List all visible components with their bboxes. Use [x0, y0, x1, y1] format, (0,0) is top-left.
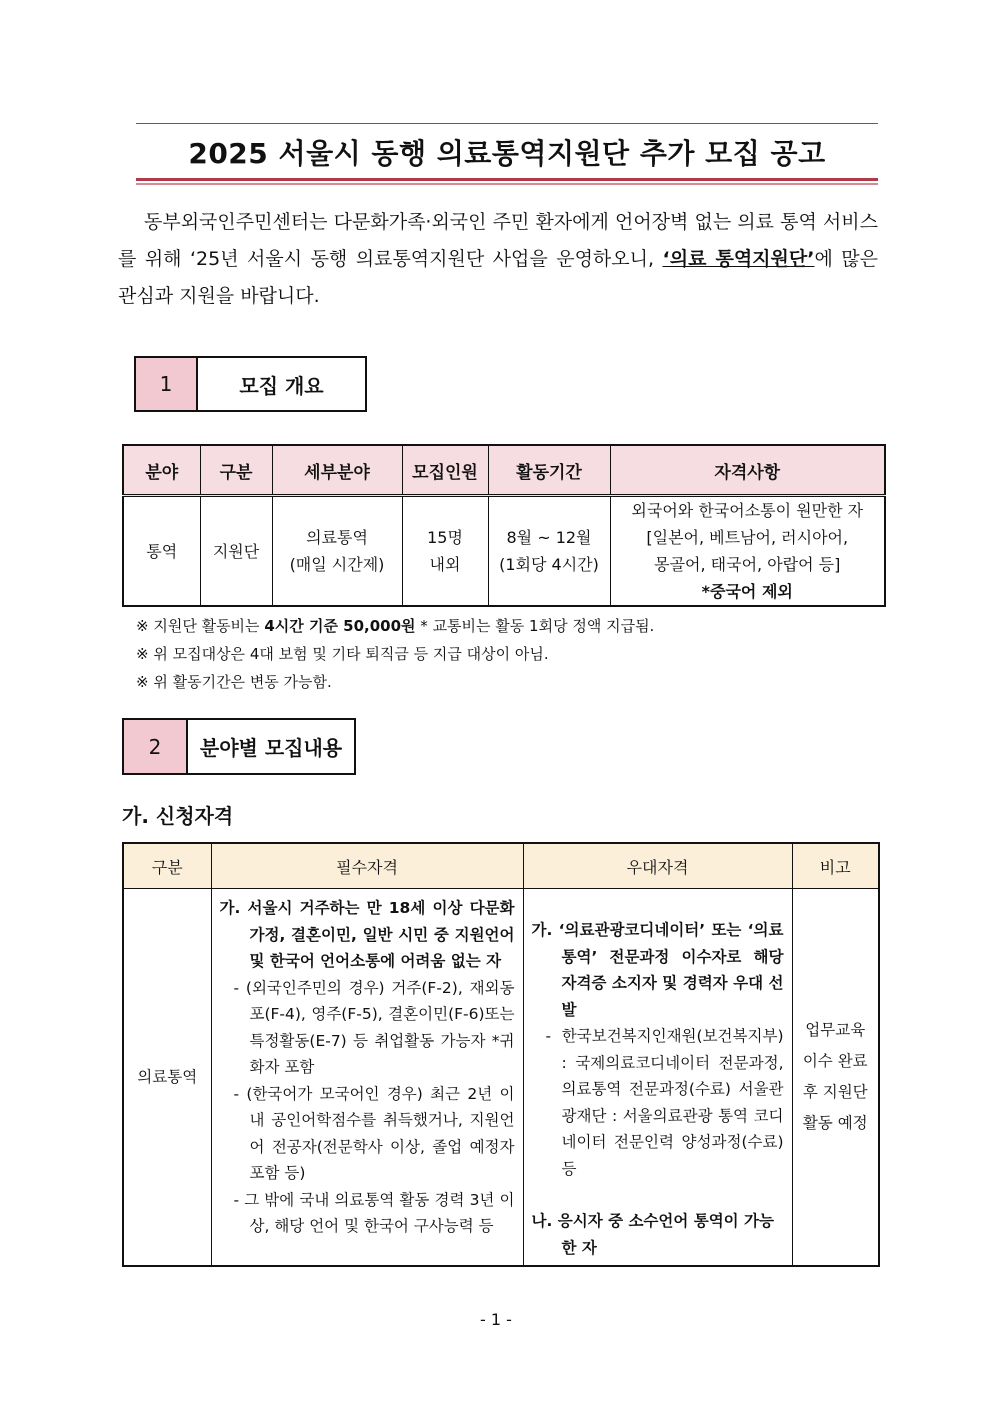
- note-text: ※ 지원단 활동비는: [136, 617, 265, 635]
- category-cell: 지원단: [200, 496, 272, 607]
- note-line: ※ 위 활동기간은 변동 가능함.: [136, 673, 332, 691]
- recruitment-overview-table: [122, 444, 886, 607]
- note-emphasis: 4시간 기준 50,000원: [264, 617, 416, 635]
- qualification-cell: [610, 496, 885, 607]
- section-number: 1: [136, 358, 198, 410]
- preferred-qualifications-cell: [523, 889, 792, 1267]
- period-line: (1회당 4시간): [499, 555, 599, 574]
- qualification-line: [일본어, 베트남어, 러시아어,: [646, 528, 849, 547]
- note-cell: 업무교육 이수 완료 후 지원단 활동 예정: [792, 889, 879, 1267]
- section-heading-2: [122, 718, 356, 775]
- intro-highlight: ‘의료 통역지원단’: [662, 248, 815, 270]
- title-rule-bottom-light: [136, 183, 878, 185]
- subfield-cell: [272, 496, 402, 607]
- subfield-line: (매일 시간제): [289, 555, 385, 574]
- required-qualifications-cell: [211, 889, 523, 1267]
- required-detail: - (외국인주민의 경우) 거주(F-2), 재외동포(F-4), 영주(F-5), 결혼이민(F-6)또는 특정활동(E-7) 등 취업활동 가능자 *귀화자 포함: [233, 978, 515, 1076]
- header-cell: 분야: [123, 445, 200, 496]
- required-detail: - (한국어가 모국어인 경우) 최근 2년 이내 공인어학점수를 취득했거나, 지원언어 전공자(전문학사 이상, 졸업 예정자 포함 등): [233, 1084, 515, 1182]
- table-row: [123, 889, 879, 1267]
- count-line: 15명: [427, 528, 463, 547]
- period-cell: [488, 496, 610, 607]
- note-line: [136, 612, 654, 640]
- title-rule-bottom: [136, 178, 878, 181]
- preferred-main-item: 가. ‘의료관광코디네이터’ 또는 ‘의료통역’ 전문과정 이수자로 해당 자격증 소지자 및 경력자 우대 선발: [531, 921, 784, 1019]
- qualification-line: 외국어와 한국어소통이 원만한 자: [631, 501, 864, 520]
- count-line: 내외: [429, 555, 461, 574]
- header-cell: 구분: [123, 843, 211, 889]
- header-cell: 모집인원: [402, 445, 488, 496]
- header-cell: 우대자격: [523, 843, 792, 889]
- intro-paragraph: [118, 204, 878, 315]
- header-cell: 비고: [792, 843, 879, 889]
- notes-block: [136, 612, 654, 696]
- eligibility-table: [122, 842, 880, 1267]
- required-main-item: 가. 서울시 거주하는 만 18세 이상 다문화가정, 결혼이민, 일반 시민 중 지원언어 및 한국어 언어소통에 어려움 없는 자: [219, 899, 515, 970]
- section-number: 2: [124, 720, 188, 773]
- period-line: 8월 ~ 12월: [506, 528, 592, 547]
- table-header-row: [123, 445, 885, 496]
- section-heading-1: [134, 356, 367, 412]
- qualification-line: 몽골어, 태국어, 아랍어 등]: [654, 555, 841, 574]
- intro-text: 동부외국인주민센터는 다문화가족·외국인 주민 환자에게 언어장벽 없는 의료 통역 서비스를 위해 ‘25년 서울시 동행 의료통역지원단 사업을 운영하오니,: [118, 211, 878, 270]
- field-cell: 통역: [123, 496, 200, 607]
- intro-text-end: 에 많은 관심과 지원을 바랍니다.: [118, 248, 878, 307]
- subfield-line: 의료통역: [306, 528, 368, 547]
- table-header-row: [123, 843, 879, 889]
- title-rule-top: [136, 123, 878, 124]
- section-label: 모집 개요: [239, 373, 324, 398]
- section-label: 분야별 모집내용: [199, 736, 343, 760]
- count-cell: [402, 496, 488, 607]
- preferred-main-item: 나. 응시자 중 소수언어 통역이 가능한 자: [531, 1212, 774, 1257]
- header-cell: 세부분야: [272, 445, 402, 496]
- required-detail: - 그 밖에 국내 의료통역 활동 경력 3년 이상, 해당 언어 및 한국어 구사능력 등: [233, 1190, 515, 1235]
- note-line: ※ 위 모집대상은 4대 보험 및 기타 퇴직금 등 지급 대상이 아님.: [136, 645, 549, 663]
- header-cell: 필수자격: [211, 843, 523, 889]
- header-cell: 구분: [200, 445, 272, 496]
- page-number: - 1 -: [480, 1310, 512, 1329]
- field-cell: 의료통역: [123, 889, 211, 1267]
- page-title: 2025 서울시 동행 의료통역지원단 추가 모집 공고: [188, 137, 826, 170]
- note-text: * 교통비는 활동 1회당 정액 지급됨.: [415, 617, 655, 635]
- header-cell: 활동기간: [488, 445, 610, 496]
- table-row: [123, 496, 885, 607]
- qualification-exclusion: *중국어 제외: [701, 582, 793, 601]
- header-cell: 자격사항: [610, 445, 885, 496]
- preferred-detail: - 한국보건복지인재원(보건복지부) : 국제의료코디네이터 전문과정, 의료통역 전문과정(수료) 서울관광재단 : 서울의료관광 통역 코디네이터 전문인력 양성과정(수료) 등: [545, 1027, 784, 1178]
- subheading: 가. 신청자격: [122, 804, 234, 828]
